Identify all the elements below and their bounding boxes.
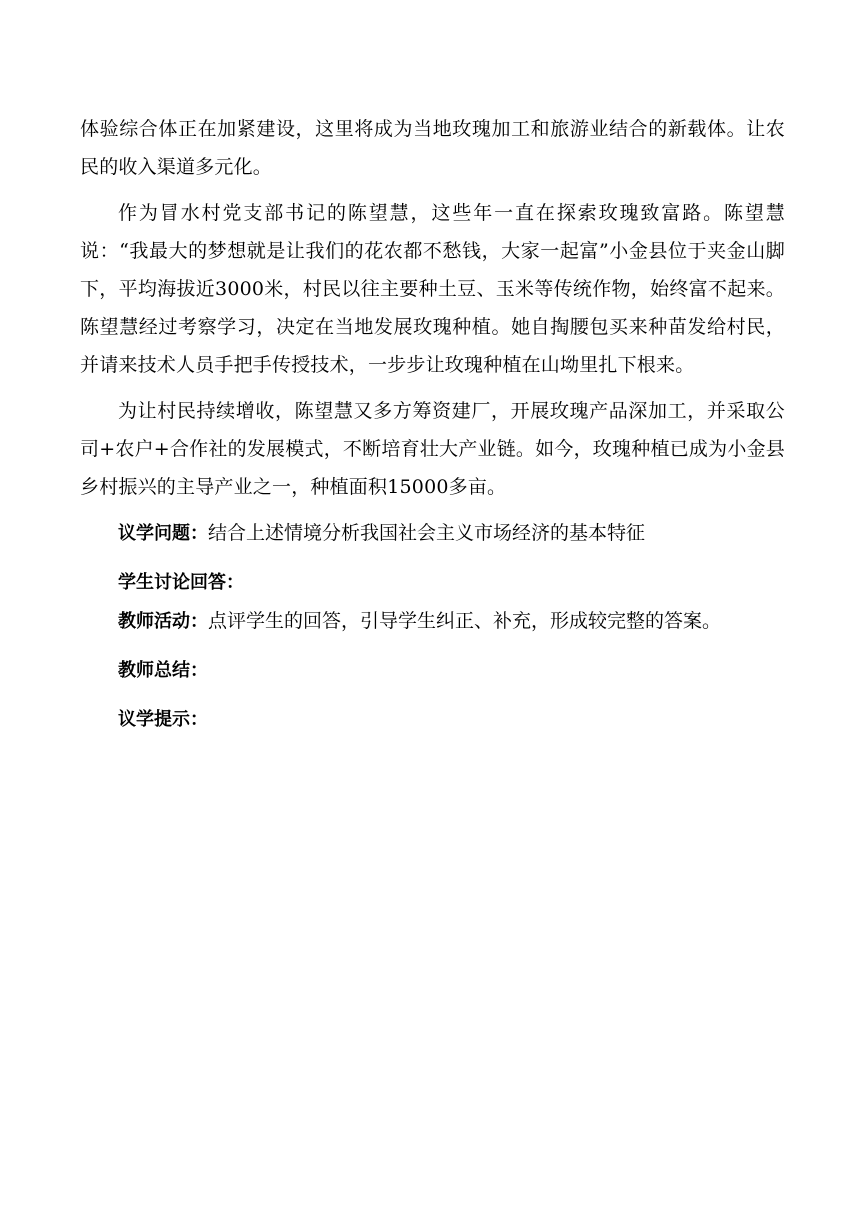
teacher-summary-line [80,651,785,690]
document-body [80,110,785,739]
paragraph-chen-wanghui-story: 作为冒水村党支部书记的陈望慧，这些年一直在探索玫瑰致富路。陈望慧说：“我最大的梦想就是让我们的花农都不愁钱，大家一起富”小金县位于夹金山脚下，平均海拔近3000米，村民以往主要种土豆、玉米等传统作物，始终富不起来。陈望慧经过考察学习，决定在当地发展玫瑰种植。她自掏腰包买来种苗发给村民，并请来技术人员手把手传授技术，一步步让玫瑰种植在山坳里扎下根来。 [80,202,785,376]
teacher-activity-line [80,602,785,641]
teacher-activity-text: 点评学生的回答，引导学生纠正、补充，形成较完整的答案。 [208,610,722,632]
teacher-summary-label: 教师总结： [118,660,208,681]
question-label: 议学问题： [118,523,208,544]
teacher-activity-label: 教师活动： [118,611,208,632]
paragraph-intro-continuation: 体验综合体正在加紧建设，这里将成为当地玫瑰加工和旅游业结合的新载体。让农民的收入渠道多元化。 [80,118,785,178]
student-answer-label: 学生讨论回答： [118,572,244,593]
hint-line [80,700,785,739]
hint-label: 议学提示： [118,709,208,730]
question-text: 结合上述情境分析我国社会主义市场经济的基本特征 [208,522,646,544]
paragraph-industry-development: 为让村民持续增收，陈望慧又多方筹资建厂，开展玫瑰产品深加工，并采取公司+农户+合作社的发展模式，不断培育壮大产业链。如今，玫瑰种植已成为小金县乡村振兴的主导产业之一，种植面积15000多亩。 [80,400,785,498]
student-answer-line [80,563,785,602]
discussion-question [80,514,785,553]
